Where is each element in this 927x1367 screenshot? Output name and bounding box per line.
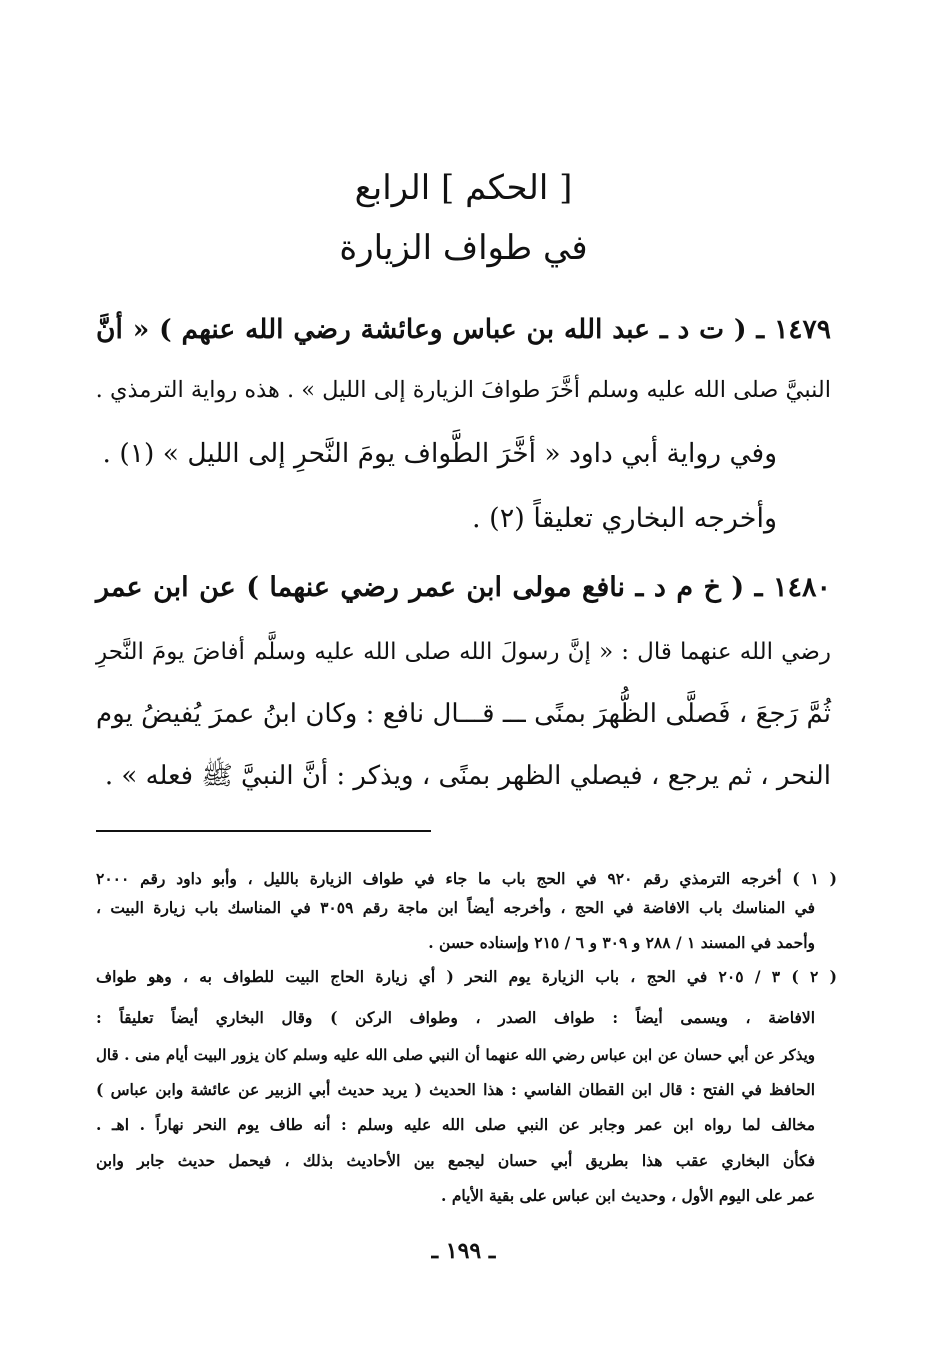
hadith-1479-line-1: ١٤٧٩ ـ ( ت د ـ عبد الله بن عباس وعائشة رضي الله عنهم ) « أنَّ: [96, 314, 831, 345]
footnote-2-line-7: عمر على اليوم الأول ، وحديث ابن عباس على بقية الأيام .: [441, 1186, 815, 1205]
footnote-2-line-3: ويذكر عن أبي حسان عن ابن عباس رضي الله عنهما أن النبي صلى الله عليه وسلم كان يزور البيت أيام منى . قال: [96, 1046, 815, 1064]
hadith-1480-line-4: النحر ، ثم يرجع ، فيصلي الظهر بمنًى ، ويذكر : أنَّ النبيَّ ﷺ فعله » .: [104, 761, 831, 791]
footnote-1-line-3: وأحمد في المسند ١ / ٢٨٨ و ٣٠٩ و ٦ / ٢١٥ وإسناده حسن .: [428, 933, 815, 952]
hadith-1479-line-4: وأخرجه البخاري تعليقاً (٢) .: [471, 503, 777, 534]
footnote-2-line-1: ( ٢ ) ٣ / ٢٠٥ في الحج ، باب الزيارة يوم النحر ( أي زيارة الحاج البيت للطواف به ، وهو طواف: [96, 967, 837, 986]
footnote-2-line-5: مخالف لما رواه ابن عمر وجابر عن النبي صلى الله عليه وسلم : أنه طاف يوم النحر نهاراً . اهـ .: [96, 1115, 815, 1134]
footnote-1-line-1: ( ١ ) أخرجه الترمذي رقم ٩٢٠ في الحج باب ما جاء في طواف الزيارة بالليل ، وأبو داود رقم ٢٠٠٠: [96, 869, 838, 888]
section-subtitle: في طواف الزيارة: [339, 228, 588, 268]
footnote-separator: [96, 830, 431, 832]
hadith-1479-line-2: النبيَّ صلى الله عليه وسلم أخَّرَ طوافَ الزيارة إلى الليل » . هذه رواية الترمذي .: [95, 377, 831, 403]
page-number: ـ ١٩٩ ـ: [431, 1238, 496, 1264]
footnote-2-line-6: فكأن البخاري عقب هذا بطريق أبي حسان ليجمع بين الأحاديث بذلك ، فيحمل حديث جابر وابن: [96, 1151, 815, 1170]
hadith-1480-line-1: ١٤٨٠ ـ ( خ م د ـ نافع مولى ابن عمر رضي عنهما ) عن ابن عمر: [96, 572, 831, 603]
hadith-1480-line-2: رضي الله عنهما قال : « إنَّ رسولَ الله صلى الله عليه وسلَّم أفاضَ يومَ النَّحرِ: [96, 639, 831, 665]
footnote-2-line-4: الحافظ في الفتح : قال ابن القطان الفاسي : هذا الحديث ( يريد حديث أبي الزبير عن عائشة وابن عباس ): [96, 1080, 815, 1099]
hadith-1480-line-3: ثُمَّ رَجعَ ، فَصلَّى الظُّهرَ بمنًى ـــ قـــال نافع : وكان ابنُ عمرَ يُفيضُ يوم: [96, 699, 831, 729]
footnote-1-line-2: في المناسك باب الافاضة في الحج ، وأخرجه أيضاً ابن ماجة رقم ٣٠٥٩ في المناسك باب زيارة البيت ،: [96, 898, 815, 917]
footnote-2-line-2: الافاضة ، ويسمى أيضاً : طواف الصدر ، وطواف الركن ) وقال البخاري أيضاً تعليقاً :: [96, 1008, 815, 1027]
hadith-1479-line-3: وفي رواية أبي داود « أخَّرَ الطَّواف يومَ النَّحرِ إلى الليل » (١) .: [102, 438, 777, 469]
section-title: [ الحكم ] الرابع: [354, 168, 573, 208]
